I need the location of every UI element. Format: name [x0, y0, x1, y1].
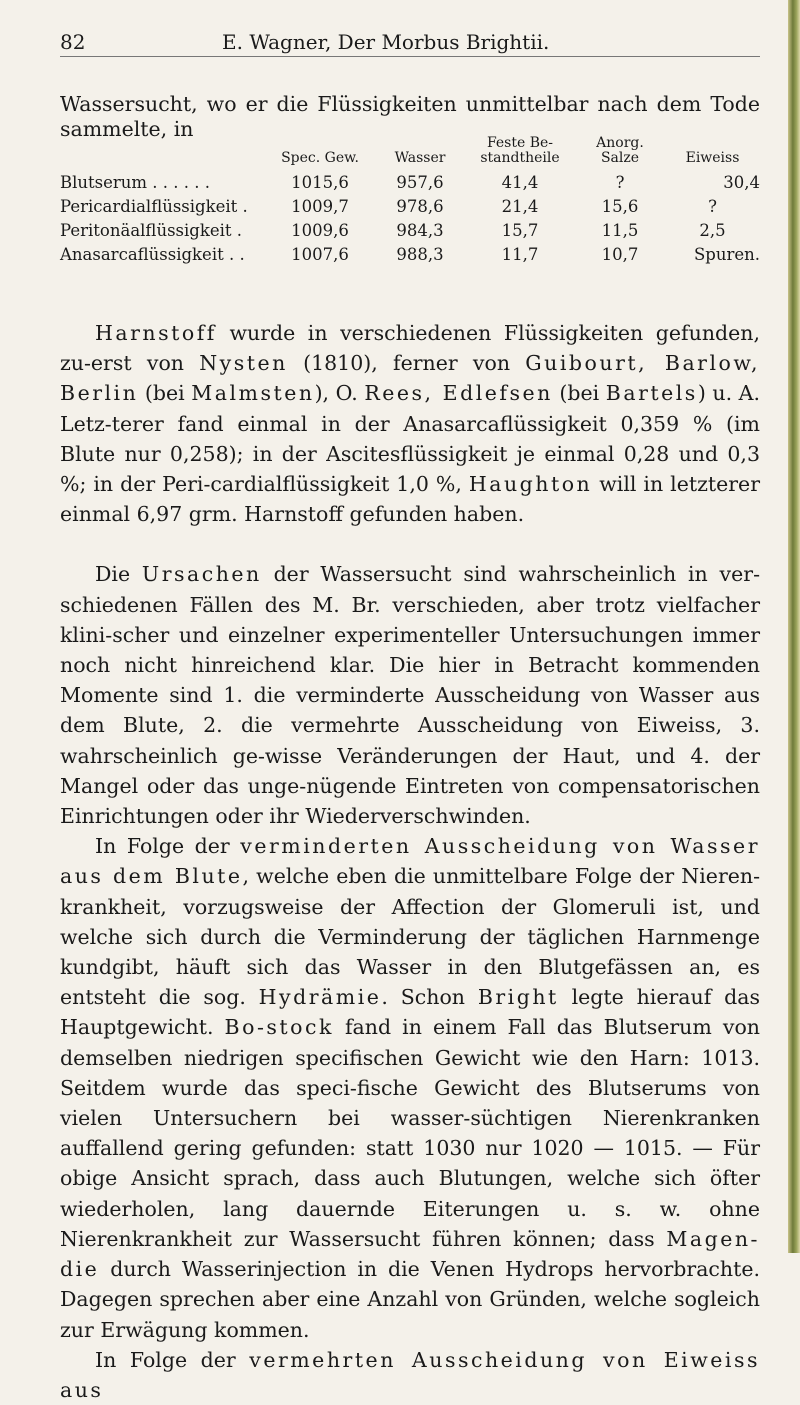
text-run: fand in einem Fall das Blutserum von demselben niedrigen specifischen Gewicht wie den Harn: 1013. Seitdem wurde das speci-fische Gewicht des Blutserums von vielen Untersuchern bei wasser-süchtigen Nierenkranken auffallend gering gefunden: statt 1030 nur 1020 — 1015. — Für obige Ansicht sprach, dass auch Blutungen, welche sich öfter wiederholen, lang dauernde Eiterungen u. s. w. ohne Nierenkrankheit zur Wassersucht führen können; dass — [60, 1015, 760, 1251]
table-cell: 11,7 — [501, 244, 539, 264]
text-run: will in letzterer einmal 6,97 grm. Harnstoff gefunden haben. — [60, 472, 760, 527]
table-cell: 30,4 — [723, 172, 760, 192]
spaced-term: Haughton — [468, 472, 593, 497]
text-run: , welche eben die unmittelbare Folge der Nieren-krankheit, vorzugsweise der Affection der Glomeruli ist, und welche sich durch die Verminderung der täglichen Harnmenge kundgibt, häuft sich das Wasser in den Blutgefässen an, es entsteht die sog. — [60, 864, 760, 1010]
paragraph-harnstoff — [60, 318, 760, 529]
text-run: der Wassersucht sind wahrscheinlich in ver-schiedenen Fällen des M. Br. verschieden, aber trotz vielfacher klini-scher und einzelner experimenteller Untersuchungen immer noch nicht hinreichend klar. Die hier in Betracht kommenden Momente sind 1. die verminderte Ausscheidung von Wasser aus dem Blute, 2. die vermehrte Ausscheidung von Eiweiss, 3. wahrscheinlich ge-wisse Veränderungen der Haut, und 4. der Mangel oder das unge-nügende Eintreten von compensatorischen Einrichtungen oder ihr Wiederverschwinden. — [60, 562, 760, 829]
table-cell: Blutserum . . . . . . — [60, 172, 210, 192]
spaced-term: Ursachen — [141, 562, 262, 587]
spaced-term: Bo-stock — [224, 1015, 334, 1040]
page-number: 82 — [60, 30, 86, 54]
table-cell: Pericardialflüssigkeit . — [60, 196, 248, 216]
spaced-term: vermehrten Ausscheidung von Eiweiss aus — [60, 1347, 760, 1402]
table-cell: 988,3 — [396, 244, 444, 264]
table-cell: Spuren. — [693, 244, 760, 264]
paragraph-eiweiss — [60, 1345, 760, 1405]
text-run: In Folge der — [95, 1347, 250, 1372]
spaced-term: Harnstoff — [95, 321, 217, 345]
table-cell: 10,7 — [601, 244, 639, 264]
spaced-term: Bartels — [605, 381, 698, 406]
text-run: wurde in verschiedenen Flüssigkeiten gefunden, zu-erst von — [60, 321, 760, 376]
text-run: (bei — [552, 381, 606, 406]
table-cell: 2,5 — [699, 220, 726, 240]
text-run: In Folge der — [95, 834, 241, 859]
table-row — [60, 170, 760, 194]
table-cell: 15,6 — [601, 196, 639, 216]
spaced-term: Bright — [477, 985, 559, 1010]
header-rule — [60, 56, 760, 57]
spaced-term: Magen-die — [60, 1226, 760, 1282]
table-cell: 15,7 — [501, 220, 539, 240]
column-header: Feste Be- standtheile — [480, 135, 560, 166]
column-header: Eiweiss — [685, 150, 740, 166]
page-edge-stain — [788, 0, 800, 1253]
text-run: (1810), ferner von — [287, 351, 526, 376]
text-run: ), O. — [314, 381, 365, 406]
intro-paragraph: Wassersucht, wo er die Flüssigkeiten unmittelbar nach dem Tode sammelte, in — [60, 92, 760, 141]
text-run: durch Wasserinjection in die Venen Hydrops hervorbrachte. Dagegen sprechen aber eine Anzahl von Gründen, welche sogleich zur Erwägung kommen. — [60, 1257, 760, 1342]
table-cell: 1015,6 — [291, 172, 349, 192]
table-row — [60, 194, 760, 218]
table-cell: 41,4 — [501, 172, 539, 192]
running-title: E. Wagner, Der Morbus Brightii. — [222, 30, 550, 54]
text-run: legte hierauf das Hauptgewicht. — [60, 985, 760, 1040]
table-cell: 1009,7 — [291, 196, 349, 216]
table-cell: ? — [708, 196, 717, 216]
spaced-term: Nysten — [199, 351, 288, 376]
table-cell: 1007,6 — [291, 244, 349, 264]
table-cell: 984,3 — [396, 220, 444, 240]
table-cell: 957,6 — [396, 172, 444, 192]
spaced-term: Hydrämie — [258, 985, 382, 1010]
spaced-term: Malmsten — [191, 381, 315, 406]
table-cell: Anasarcaflüssigkeit . . — [60, 244, 245, 264]
spaced-term: verminderten Ausscheidung von Wasser aus dem Blute — [60, 834, 760, 889]
table-row — [60, 242, 760, 266]
table-header-row — [60, 136, 760, 170]
text-run: Die — [95, 562, 142, 587]
table-cell: 11,5 — [601, 220, 639, 240]
table-row — [60, 218, 760, 242]
paragraph-wasser — [60, 831, 760, 1344]
table-cell: 978,6 — [396, 196, 444, 216]
spaced-term: Rees, Edlefsen — [364, 381, 553, 406]
column-header: Spec. Gew. — [281, 150, 359, 166]
text-run: (bei — [138, 381, 192, 406]
table-cell: ? — [615, 172, 625, 192]
table-cell: 21,4 — [501, 196, 539, 216]
table-cell: 1009,6 — [291, 220, 349, 240]
paragraph-ursachen — [60, 559, 760, 831]
table-cell: Peritonäalflüssigkeit . — [60, 220, 242, 240]
column-header: Anorg. Salze — [596, 135, 644, 166]
text-run: . Schon — [381, 985, 478, 1010]
column-header — [60, 136, 265, 170]
column-header: Wasser — [394, 150, 446, 166]
analysis-table — [60, 136, 760, 266]
text-run: ) u. A. Letz-terer fand einmal in der Anasarcaflüssigkeit 0,359 % (im Blute nur 0,258); in der Ascitesflüssigkeit je einmal 0,28 und 0,3 %; in der Peri-cardialflüssigkeit 1,0 %, — [60, 381, 760, 497]
spaced-term: Guibourt, Barlow, Berlin — [60, 351, 760, 406]
body-text — [60, 318, 760, 1405]
